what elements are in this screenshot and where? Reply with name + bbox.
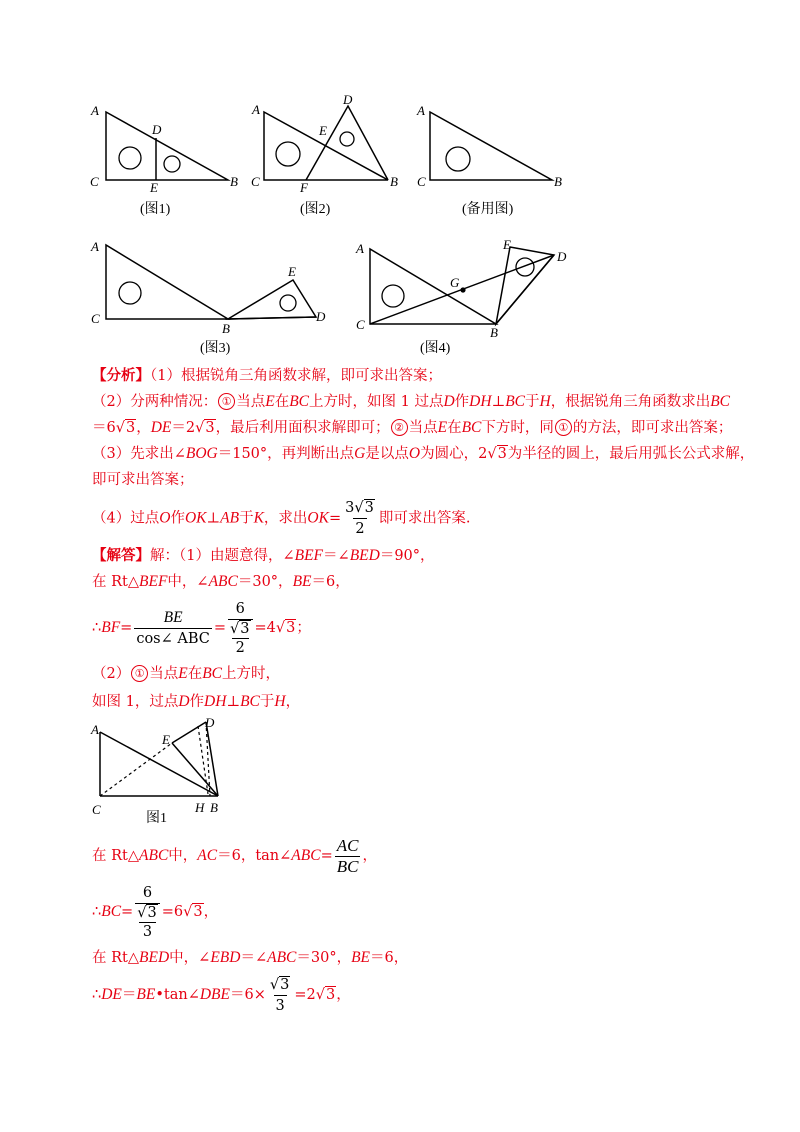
analysis-line-6: （4）过点O作OK⊥AB于K，求出OK= $\frac{3√3}{2}$ 即可求出答案. (92, 500, 471, 537)
label-G: G (450, 275, 460, 290)
label-A: A (91, 103, 99, 118)
figure-3 (88, 237, 338, 359)
figure-spare-caption: (备用图) (462, 202, 514, 217)
analysis-line-3: ＝6√3，DE＝2√3，最后利用面积求解即可； ② 当点E在BC下方时，同 ① 的方法，即可求出答案； (92, 419, 733, 436)
solution-line-9: ∴ DE ＝ BE •tan∠ DBE ＝6× $\frac{√3}{3}$ =2 √3 ， (92, 976, 351, 1014)
solution-line-8: 在 Rt△BED中，∠EBD＝∠ABC＝30°，BE＝6， (92, 949, 409, 966)
label-E: E (503, 237, 511, 252)
label-A: A (356, 241, 364, 256)
label-D: D (557, 249, 567, 264)
solution-line-1: 【解答】解：（1）由题意得，∠BEF＝∠BED＝90°， (92, 547, 435, 564)
solution-figure-caption: 图1 (146, 811, 167, 826)
label-A: A (417, 103, 425, 118)
figure-2-caption: (图2) (300, 202, 331, 217)
analysis-line-1: 【分析】（1）根据锐角三角函数求解，即可求出答案； (92, 367, 442, 384)
solution-line-4: （2） ① 当点E在BC上方时， (92, 665, 281, 682)
label-E: E (288, 264, 296, 279)
label-C: C (92, 802, 101, 817)
analysis-tag: 【分析】 (92, 367, 150, 384)
label-C: C (417, 174, 426, 189)
figure-1-caption: (图1) (140, 202, 171, 217)
figure-spare (414, 100, 574, 225)
label-B: B (210, 800, 218, 815)
solution-line-6: 在 Rt△ ABC 中， AC ＝6，tan∠ ABC = $\frac{AC}{BC}$ ， (92, 835, 377, 876)
solution-tag: 【解答】 (92, 547, 150, 564)
label-B: B (490, 325, 498, 340)
solution-line-5: 如图 1，过点D作DH⊥BC于H， (92, 693, 301, 710)
label-C: C (90, 174, 99, 189)
label-D: D (316, 309, 326, 324)
label-E: E (162, 732, 170, 747)
label-C: C (356, 317, 365, 332)
figure-2 (248, 92, 418, 222)
label-B: B (222, 321, 230, 336)
label-A: A (91, 722, 99, 737)
solution-line-3: ∴ BF = $\frac{BE}{\text{cos∠ ABC}}$ = 6 √3 2 = 4 √3 ； (92, 601, 311, 656)
analysis-line-4: （3）先求出∠BOG＝150°，再判断出点G是以点O为圆心，2√3为半径的圆上，最后用弧长公式求解， (92, 445, 755, 462)
analysis-line-2: （2）分两种情况： ① 当点E在BC上方时，如图 1 过点D作DH⊥BC于H，根据锐角三角函数求出BC (92, 393, 731, 410)
label-E: E (319, 123, 327, 138)
label-F: F (300, 180, 308, 195)
label-H: H (195, 800, 205, 815)
label-B: B (554, 174, 562, 189)
label-D: D (343, 92, 353, 107)
figure-3-caption: (图3) (200, 341, 231, 356)
analysis-line-5: 即可求出答案； (92, 472, 194, 488)
label-A: A (91, 239, 99, 254)
solution-figure-1 (88, 716, 238, 828)
figure-4 (348, 237, 578, 359)
label-C: C (91, 311, 100, 326)
solution-line-7: ∴ BC = 6 √3 3 = 6 √3 ， (92, 885, 219, 940)
label-B: B (230, 174, 238, 189)
label-E: E (150, 180, 158, 195)
figure-1 (88, 100, 248, 225)
label-B: B (390, 174, 398, 189)
figure-4-caption: (图4) (420, 341, 451, 356)
label-D: D (205, 715, 215, 730)
label-D: D (152, 122, 162, 137)
label-A: A (252, 102, 260, 117)
solution-line-2: 在 Rt△BEF中，∠ABC＝30°，BE＝6， (92, 573, 350, 590)
label-C: C (251, 174, 260, 189)
